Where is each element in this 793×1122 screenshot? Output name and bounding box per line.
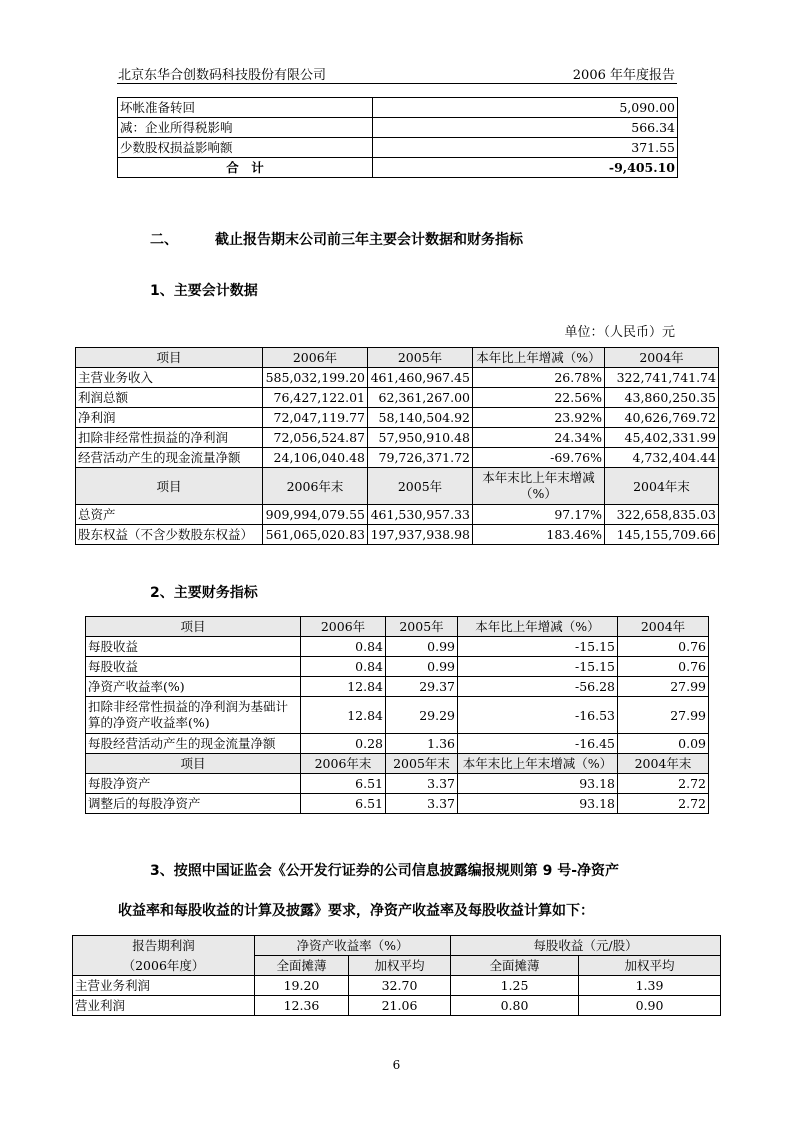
table-row [73,996,721,1016]
row-label: 每股净资产 [86,774,301,794]
table-row [76,428,719,448]
table-row [86,657,709,677]
item-label: 减：企业所得税影响 [118,118,373,138]
total-label: 合 计 [118,158,373,178]
cell: 183.46% [473,525,605,545]
cell: 57,950,910.48 [368,428,473,448]
cell: 93.18 [458,774,618,794]
subsection-title-3-cont: 收益率和每股收益的计算及披露》要求，净资产收益率及每股收益计算如下： [118,903,594,919]
subsection-title-1: 1、主要会计数据 [150,283,258,299]
cell: 24.34% [473,428,605,448]
cell: 0.28 [301,734,386,754]
sub-header: 全面摊薄 [255,956,349,976]
col-header: 项目 [76,348,263,368]
cell: -16.45 [458,734,618,754]
header-divider [117,83,677,84]
row-label: 净资产收益率(%) [86,677,301,697]
cell: 0.84 [301,637,386,657]
col-header: 2005年末 [386,754,458,774]
cell: 909,994,079.55 [263,505,368,525]
item-value: 566.34 [373,118,678,138]
cell: 145,155,709.66 [605,525,719,545]
table-header-row [76,468,719,505]
table-row [76,525,719,545]
cell: 29.29 [386,697,458,734]
table-row [86,697,709,734]
col-header: 2004年 [618,617,709,637]
cell: 93.18 [458,794,618,814]
table-row [86,734,709,754]
nonrecurring-items-table [117,97,678,178]
col-header: 2004年 [605,348,719,368]
cell: 72,047,119.77 [263,408,368,428]
sub-header: 加权平均 [349,956,451,976]
cell: 0.76 [618,657,709,677]
table-row [73,976,721,996]
cell: 62,361,267.00 [368,388,473,408]
cell: 1.36 [386,734,458,754]
sub-header: 加权平均 [579,956,721,976]
col-header: 2005年 [386,617,458,637]
cell: 561,065,020.83 [263,525,368,545]
cell: 0.80 [451,996,579,1016]
row-label: 利润总额 [76,388,263,408]
row-label: 主营业务收入 [76,368,263,388]
row-label: 每股经营活动产生的现金流量净额 [86,734,301,754]
section-title: 截止报告期末公司前三年主要会计数据和财务指标 [215,232,523,248]
col-header: 本年比上年增减（%） [458,617,618,637]
col-header: （2006年度） [73,956,255,976]
cell: 6.51 [301,794,386,814]
financial-indicators-table [85,616,709,814]
cell: 58,140,504.92 [368,408,473,428]
cell: -56.28 [458,677,618,697]
col-header: 本年末比上年末增减（%） [458,754,618,774]
cell: 0.90 [579,996,721,1016]
cell: 0.84 [301,657,386,677]
table-row [76,448,719,468]
cell: 43,860,250.35 [605,388,719,408]
col-header: 报告期利润 [73,936,255,956]
table-row [76,408,719,428]
group-header: 每股收益（元/股） [451,936,721,956]
currency-unit: 单位：（人民币）元 [564,325,675,340]
page-number: 6 [392,1058,401,1072]
item-value: 5,090.00 [373,98,678,118]
cell: -15.15 [458,657,618,677]
cell: 27.99 [618,697,709,734]
cell: 0.76 [618,637,709,657]
row-label: 营业利润 [73,996,255,1016]
section-number: 二、 [150,232,178,248]
col-header: 本年比上年增减（%） [473,348,605,368]
col-header: 项目 [86,617,301,637]
cell: 29.37 [386,677,458,697]
table-header-row [86,617,709,637]
table-row [76,388,719,408]
cell: 23.92% [473,408,605,428]
cell: 2.72 [618,774,709,794]
cell: 0.09 [618,734,709,754]
col-header: 2004年末 [618,754,709,774]
subsection-title-3: 3、按照中国证监会《公开发行证券的公司信息披露编报规则第 9 号-净资产 [150,863,620,879]
col-header: 项目 [86,754,301,774]
cell: 22.56% [473,388,605,408]
table-header-row [86,754,709,774]
cell: 97.17% [473,505,605,525]
col-header: 项目 [76,468,263,505]
col-header: 2005年 [368,348,473,368]
cell: 24,106,040.48 [263,448,368,468]
row-label: 经营活动产生的现金流量净额 [76,448,263,468]
table-row [118,138,678,158]
cell: 12.36 [255,996,349,1016]
cell: 585,032,199.20 [263,368,368,388]
col-header: 2004年末 [605,468,719,505]
item-value: 371.55 [373,138,678,158]
row-label: 总资产 [76,505,263,525]
table-row [118,118,678,138]
row-label: 扣除非经常性损益的净利润 [76,428,263,448]
table-row [86,774,709,794]
cell: 461,460,967.45 [368,368,473,388]
cell: -69.76% [473,448,605,468]
cell: 72,056,524.87 [263,428,368,448]
header-company: 北京东华合创数码科技股份有限公司 [118,68,327,83]
table-header-row [73,936,721,956]
col-header: 本年末比上年末增减（%） [473,468,605,505]
cell: -15.15 [458,637,618,657]
cell: 1.25 [451,976,579,996]
col-header: 2006年末 [263,468,368,505]
cell: 79,726,371.72 [368,448,473,468]
cell: 6.51 [301,774,386,794]
cell: 40,626,769.72 [605,408,719,428]
cell: 1.39 [579,976,721,996]
table-row [118,98,678,118]
col-header: 2005年 [368,468,473,505]
table-row-total [118,158,678,178]
cell: 2.72 [618,794,709,814]
cell: 4,732,404.44 [605,448,719,468]
cell: 322,741,741.74 [605,368,719,388]
cell: 12.84 [301,697,386,734]
cell: 26.78% [473,368,605,388]
group-header: 净资产收益率（%） [255,936,451,956]
row-label: 净利润 [76,408,263,428]
table-row [86,677,709,697]
cell: 12.84 [301,677,386,697]
item-label: 坏帐准备转回 [118,98,373,118]
table-row [86,637,709,657]
row-label: 每股收益 [86,657,301,677]
total-value: -9,405.10 [373,158,678,178]
col-header: 2006年 [263,348,368,368]
table-header-row [76,348,719,368]
cell: 21.06 [349,996,451,1016]
cell: 3.37 [386,774,458,794]
header-report-title: 2006 年年度报告 [572,68,675,83]
cell: 322,658,835.03 [605,505,719,525]
cell: 0.99 [386,657,458,677]
sub-header: 全面摊薄 [451,956,579,976]
col-header: 2006年末 [301,754,386,774]
table-row [76,368,719,388]
item-label: 少数股权损益影响额 [118,138,373,158]
roe-eps-table [72,935,721,1016]
table-row [86,794,709,814]
cell: 32.70 [349,976,451,996]
cell: -16.53 [458,697,618,734]
subsection-title-2: 2、主要财务指标 [150,585,258,601]
row-label: 股东权益（不含少数股东权益） [76,525,263,545]
row-label: 调整后的每股净资产 [86,794,301,814]
row-label: 扣除非经常性损益的净利润为基础计算的净资产收益率(%) [86,697,301,734]
cell: 461,530,957.33 [368,505,473,525]
table-header-row [73,956,721,976]
accounting-data-table [75,347,719,545]
row-label: 主营业务利润 [73,976,255,996]
table-row [76,505,719,525]
cell: 76,427,122.01 [263,388,368,408]
row-label: 每股收益 [86,637,301,657]
cell: 19.20 [255,976,349,996]
cell: 27.99 [618,677,709,697]
cell: 197,937,938.98 [368,525,473,545]
cell: 3.37 [386,794,458,814]
col-header: 2006年 [301,617,386,637]
cell: 45,402,331.99 [605,428,719,448]
cell: 0.99 [386,637,458,657]
